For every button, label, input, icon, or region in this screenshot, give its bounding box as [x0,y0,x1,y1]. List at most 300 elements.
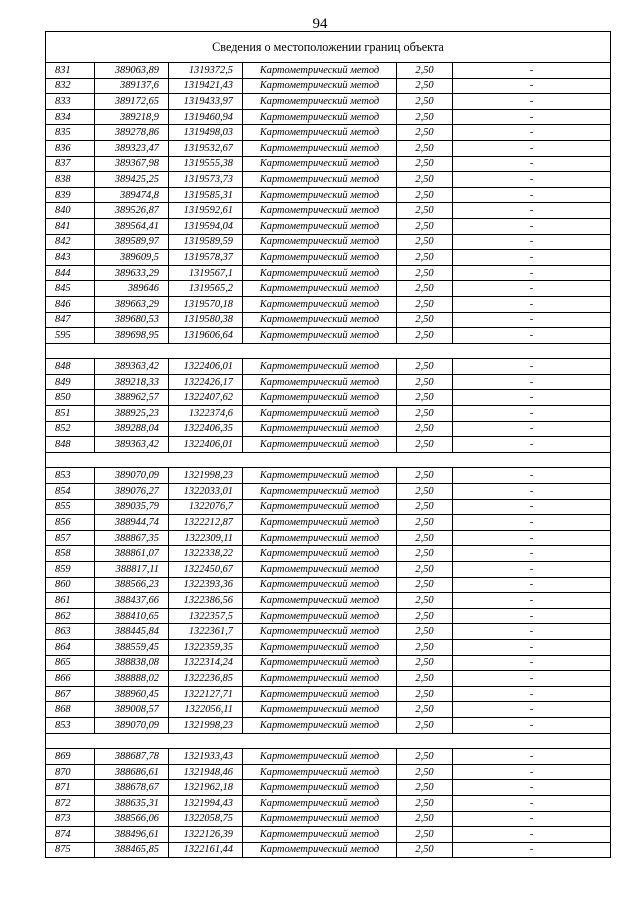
coordinate-y-cell: 1321994,43 [169,795,243,811]
coordinate-y-cell: 1322359,35 [169,639,243,655]
coordinate-x-cell: 389323,47 [95,140,169,156]
coordinate-x-cell: 388944,74 [95,515,169,531]
description-cell: - [453,281,611,297]
accuracy-cell: 2,50 [397,624,453,640]
method-cell: Картометрический метод [243,717,397,733]
accuracy-cell: 2,50 [397,795,453,811]
method-cell: Картометрический метод [243,577,397,593]
boundary-coordinates-table [45,31,611,858]
block-separator [46,733,611,749]
method-cell: Картометрический метод [243,406,397,422]
method-cell: Картометрический метод [243,655,397,671]
coordinate-y-cell: 1319433,97 [169,94,243,110]
coordinate-x-cell: 389218,33 [95,374,169,390]
table-row [46,608,611,624]
coordinate-x-cell: 388410,65 [95,608,169,624]
description-cell: - [453,764,611,780]
table-row [46,218,611,234]
accuracy-cell: 2,50 [397,63,453,79]
coordinate-y-cell: 1322236,85 [169,671,243,687]
accuracy-cell: 2,50 [397,546,453,562]
coordinate-x-cell: 389172,65 [95,94,169,110]
table-row [46,484,611,500]
method-cell: Картометрический метод [243,749,397,765]
block-separator-row [46,452,611,468]
table-row [46,702,611,718]
block-separator [46,452,611,468]
table-row [46,125,611,141]
description-cell: - [453,265,611,281]
method-cell: Картометрический метод [243,484,397,500]
coordinate-x-cell: 388465,85 [95,842,169,858]
description-cell: - [453,109,611,125]
method-cell: Картометрический метод [243,203,397,219]
coordinate-y-cell: 1319532,67 [169,140,243,156]
description-cell: - [453,406,611,422]
accuracy-cell: 2,50 [397,234,453,250]
method-cell: Картометрический метод [243,811,397,827]
description-cell: - [453,749,611,765]
method-cell: Картометрический метод [243,639,397,655]
accuracy-cell: 2,50 [397,250,453,266]
method-cell: Картометрический метод [243,546,397,562]
description-cell: - [453,156,611,172]
method-cell: Картометрический метод [243,312,397,328]
method-cell: Картометрический метод [243,624,397,640]
accuracy-cell: 2,50 [397,109,453,125]
method-cell: Картометрический метод [243,593,397,609]
point-number-cell: 870 [46,764,95,780]
point-number-cell: 857 [46,530,95,546]
point-number-cell: 838 [46,172,95,188]
table-row [46,312,611,328]
accuracy-cell: 2,50 [397,686,453,702]
point-number-cell: 833 [46,94,95,110]
coordinate-x-cell: 389288,04 [95,421,169,437]
description-cell: - [453,686,611,702]
method-cell: Картометрический метод [243,234,397,250]
coordinate-x-cell: 389218,9 [95,109,169,125]
accuracy-cell: 2,50 [397,764,453,780]
coordinate-y-cell: 1322386,56 [169,593,243,609]
method-cell: Картометрический метод [243,359,397,375]
description-cell: - [453,172,611,188]
accuracy-cell: 2,50 [397,312,453,328]
accuracy-cell: 2,50 [397,593,453,609]
table-row [46,827,611,843]
table-row [46,203,611,219]
coordinate-x-cell: 388861,07 [95,546,169,562]
coordinate-y-cell: 1322127,71 [169,686,243,702]
point-number-cell: 871 [46,780,95,796]
description-cell: - [453,795,611,811]
table-row [46,515,611,531]
table-row [46,764,611,780]
coordinate-y-cell: 1322406,35 [169,421,243,437]
description-cell: - [453,655,611,671]
coordinate-x-cell: 389589,97 [95,234,169,250]
table-row [46,593,611,609]
description-cell: - [453,218,611,234]
coordinate-y-cell: 1322161,44 [169,842,243,858]
point-number-cell: 874 [46,827,95,843]
coordinate-y-cell: 1322126,39 [169,827,243,843]
accuracy-cell: 2,50 [397,655,453,671]
table-row [46,156,611,172]
description-cell: - [453,421,611,437]
accuracy-cell: 2,50 [397,281,453,297]
description-cell: - [453,250,611,266]
block-separator-row [46,343,611,359]
table-row [46,671,611,687]
description-cell: - [453,484,611,500]
table-row [46,328,611,344]
accuracy-cell: 2,50 [397,811,453,827]
coordinate-y-cell: 1322374,6 [169,406,243,422]
method-cell: Картометрический метод [243,296,397,312]
coordinate-y-cell: 1322309,11 [169,530,243,546]
point-number-cell: 855 [46,499,95,515]
coordinate-y-cell: 1321933,43 [169,749,243,765]
description-cell: - [453,78,611,94]
coordinate-y-cell: 1322058,75 [169,811,243,827]
method-cell: Картометрический метод [243,78,397,94]
table-row [46,250,611,266]
point-number-cell: 846 [46,296,95,312]
method-cell: Картометрический метод [243,686,397,702]
accuracy-cell: 2,50 [397,484,453,500]
table-title-row [46,32,611,63]
accuracy-cell: 2,50 [397,78,453,94]
description-cell: - [453,530,611,546]
point-number-cell: 854 [46,484,95,500]
accuracy-cell: 2,50 [397,827,453,843]
description-cell: - [453,639,611,655]
method-cell: Картометрический метод [243,140,397,156]
accuracy-cell: 2,50 [397,265,453,281]
method-cell: Картометрический метод [243,764,397,780]
coordinate-x-cell: 388559,45 [95,639,169,655]
point-number-cell: 863 [46,624,95,640]
method-cell: Картометрический метод [243,530,397,546]
table-row [46,437,611,453]
method-cell: Картометрический метод [243,671,397,687]
accuracy-cell: 2,50 [397,187,453,203]
coordinate-y-cell: 1322407,62 [169,390,243,406]
table-row [46,530,611,546]
table-row [46,296,611,312]
method-cell: Картометрический метод [243,187,397,203]
point-number-cell: 869 [46,749,95,765]
coordinate-x-cell: 389646 [95,281,169,297]
point-number-cell: 831 [46,63,95,79]
method-cell: Картометрический метод [243,94,397,110]
accuracy-cell: 2,50 [397,437,453,453]
method-cell: Картометрический метод [243,374,397,390]
description-cell: - [453,63,611,79]
description-cell: - [453,437,611,453]
accuracy-cell: 2,50 [397,140,453,156]
table-row [46,655,611,671]
coordinate-x-cell: 389063,89 [95,63,169,79]
table-row [46,795,611,811]
coordinate-y-cell: 1322406,01 [169,437,243,453]
accuracy-cell: 2,50 [397,125,453,141]
description-cell: - [453,515,611,531]
description-cell: - [453,359,611,375]
point-number-cell: 837 [46,156,95,172]
point-number-cell: 859 [46,562,95,578]
accuracy-cell: 2,50 [397,702,453,718]
description-cell: - [453,328,611,344]
method-cell: Картометрический метод [243,827,397,843]
method-cell: Картометрический метод [243,328,397,344]
coordinate-x-cell: 388687,78 [95,749,169,765]
point-number-cell: 832 [46,78,95,94]
coordinate-x-cell: 389526,87 [95,203,169,219]
coordinate-y-cell: 1319578,37 [169,250,243,266]
coordinate-x-cell: 389680,53 [95,312,169,328]
description-cell: - [453,780,611,796]
coordinate-y-cell: 1322426,17 [169,374,243,390]
method-cell: Картометрический метод [243,780,397,796]
description-cell: - [453,577,611,593]
point-number-cell: 850 [46,390,95,406]
table-row [46,172,611,188]
accuracy-cell: 2,50 [397,218,453,234]
coordinate-y-cell: 1319421,43 [169,78,243,94]
coordinate-x-cell: 388867,35 [95,530,169,546]
description-cell: - [453,811,611,827]
coordinate-x-cell: 389698,95 [95,328,169,344]
description-cell: - [453,842,611,858]
description-cell: - [453,94,611,110]
coordinate-x-cell: 389425,25 [95,172,169,188]
table-row [46,749,611,765]
description-cell: - [453,827,611,843]
point-number-cell: 842 [46,234,95,250]
point-number-cell: 834 [46,109,95,125]
method-cell: Картометрический метод [243,172,397,188]
block-separator [46,343,611,359]
point-number-cell: 865 [46,655,95,671]
coordinate-y-cell: 1321998,23 [169,717,243,733]
table-row [46,624,611,640]
coordinate-x-cell: 388566,23 [95,577,169,593]
accuracy-cell: 2,50 [397,530,453,546]
coordinate-x-cell: 388686,61 [95,764,169,780]
table-row [46,406,611,422]
point-number-cell: 595 [46,328,95,344]
method-cell: Картометрический метод [243,562,397,578]
point-number-cell: 862 [46,608,95,624]
accuracy-cell: 2,50 [397,296,453,312]
point-number-cell: 853 [46,468,95,484]
method-cell: Картометрический метод [243,795,397,811]
point-number-cell: 849 [46,374,95,390]
accuracy-cell: 2,50 [397,562,453,578]
method-cell: Картометрический метод [243,468,397,484]
table-row [46,780,611,796]
description-cell: - [453,624,611,640]
point-number-cell: 866 [46,671,95,687]
coordinate-x-cell: 388817,11 [95,562,169,578]
table-row [46,577,611,593]
table-row [46,717,611,733]
description-cell: - [453,593,611,609]
method-cell: Картометрический метод [243,437,397,453]
coordinate-y-cell: 1319555,38 [169,156,243,172]
point-number-cell: 839 [46,187,95,203]
table-row [46,63,611,79]
table-row [46,234,611,250]
accuracy-cell: 2,50 [397,577,453,593]
method-cell: Картометрический метод [243,390,397,406]
point-number-cell: 875 [46,842,95,858]
method-cell: Картометрический метод [243,499,397,515]
method-cell: Картометрический метод [243,63,397,79]
description-cell: - [453,499,611,515]
coordinate-y-cell: 1322361,7 [169,624,243,640]
point-number-cell: 847 [46,312,95,328]
coordinate-y-cell: 1319570,18 [169,296,243,312]
table-body [46,32,611,858]
point-number-cell: 872 [46,795,95,811]
description-cell: - [453,671,611,687]
coordinate-x-cell: 388566,06 [95,811,169,827]
accuracy-cell: 2,50 [397,515,453,531]
method-cell: Картометрический метод [243,515,397,531]
point-number-cell: 841 [46,218,95,234]
accuracy-cell: 2,50 [397,468,453,484]
table-row [46,390,611,406]
coordinate-y-cell: 1319573,73 [169,172,243,188]
table-row [46,374,611,390]
method-cell: Картометрический метод [243,702,397,718]
table-row [46,359,611,375]
coordinate-x-cell: 388960,45 [95,686,169,702]
accuracy-cell: 2,50 [397,842,453,858]
table-row [46,421,611,437]
coordinate-x-cell: 389278,86 [95,125,169,141]
table-row [46,842,611,858]
method-cell: Картометрический метод [243,218,397,234]
coordinate-y-cell: 1322033,01 [169,484,243,500]
coordinate-x-cell: 388496,61 [95,827,169,843]
coordinate-x-cell: 389008,57 [95,702,169,718]
accuracy-cell: 2,50 [397,406,453,422]
method-cell: Картометрический метод [243,608,397,624]
coordinate-x-cell: 389609,5 [95,250,169,266]
point-number-cell: 840 [46,203,95,219]
accuracy-cell: 2,50 [397,203,453,219]
coordinate-x-cell: 388888,02 [95,671,169,687]
description-cell: - [453,702,611,718]
coordinate-y-cell: 1322450,67 [169,562,243,578]
coordinate-y-cell: 1319567,1 [169,265,243,281]
accuracy-cell: 2,50 [397,608,453,624]
accuracy-cell: 2,50 [397,671,453,687]
description-cell: - [453,312,611,328]
coordinate-x-cell: 388445,84 [95,624,169,640]
description-cell: - [453,140,611,156]
coordinate-x-cell: 388437,66 [95,593,169,609]
method-cell: Картометрический метод [243,250,397,266]
coordinate-x-cell: 389363,42 [95,437,169,453]
coordinate-x-cell: 388925,23 [95,406,169,422]
coordinate-x-cell: 388962,57 [95,390,169,406]
coordinate-y-cell: 1319565,2 [169,281,243,297]
method-cell: Картометрический метод [243,265,397,281]
point-number-cell: 851 [46,406,95,422]
coordinate-y-cell: 1319585,31 [169,187,243,203]
point-number-cell: 848 [46,437,95,453]
coordinate-x-cell: 389137,6 [95,78,169,94]
coordinate-x-cell: 388838,08 [95,655,169,671]
description-cell: - [453,468,611,484]
description-cell: - [453,717,611,733]
coordinate-x-cell: 389076,27 [95,484,169,500]
method-cell: Картометрический метод [243,156,397,172]
accuracy-cell: 2,50 [397,172,453,188]
coordinate-y-cell: 1322393,36 [169,577,243,593]
coordinate-y-cell: 1322056,11 [169,702,243,718]
coordinate-y-cell: 1322406,01 [169,359,243,375]
coordinate-x-cell: 389633,29 [95,265,169,281]
point-number-cell: 845 [46,281,95,297]
method-cell: Картометрический метод [243,125,397,141]
point-number-cell: 860 [46,577,95,593]
point-number-cell: 852 [46,421,95,437]
coordinate-x-cell: 389564,41 [95,218,169,234]
point-number-cell: 868 [46,702,95,718]
method-cell: Картометрический метод [243,421,397,437]
page-number: 94 [312,16,328,32]
table-row [46,686,611,702]
coordinate-y-cell: 1319580,38 [169,312,243,328]
description-cell: - [453,390,611,406]
table-row [46,468,611,484]
point-number-cell: 856 [46,515,95,531]
accuracy-cell: 2,50 [397,421,453,437]
coordinate-y-cell: 1321998,23 [169,468,243,484]
coordinate-y-cell: 1322076,7 [169,499,243,515]
accuracy-cell: 2,50 [397,639,453,655]
coordinate-x-cell: 389663,29 [95,296,169,312]
accuracy-cell: 2,50 [397,717,453,733]
coordinate-x-cell: 389070,09 [95,468,169,484]
table-row [46,78,611,94]
coordinate-y-cell: 1319592,61 [169,203,243,219]
point-number-cell: 836 [46,140,95,156]
coordinate-y-cell: 1322357,5 [169,608,243,624]
method-cell: Картометрический метод [243,109,397,125]
coordinate-y-cell: 1319498,03 [169,125,243,141]
table-row [46,187,611,203]
description-cell: - [453,125,611,141]
point-number-cell: 844 [46,265,95,281]
block-separator-row [46,733,611,749]
point-number-cell: 848 [46,359,95,375]
coordinate-y-cell: 1322338,22 [169,546,243,562]
method-cell: Картометрический метод [243,281,397,297]
coordinate-y-cell: 1321948,46 [169,764,243,780]
point-number-cell: 861 [46,593,95,609]
accuracy-cell: 2,50 [397,390,453,406]
coordinate-x-cell: 389070,09 [95,717,169,733]
table-row [46,499,611,515]
point-number-cell: 867 [46,686,95,702]
